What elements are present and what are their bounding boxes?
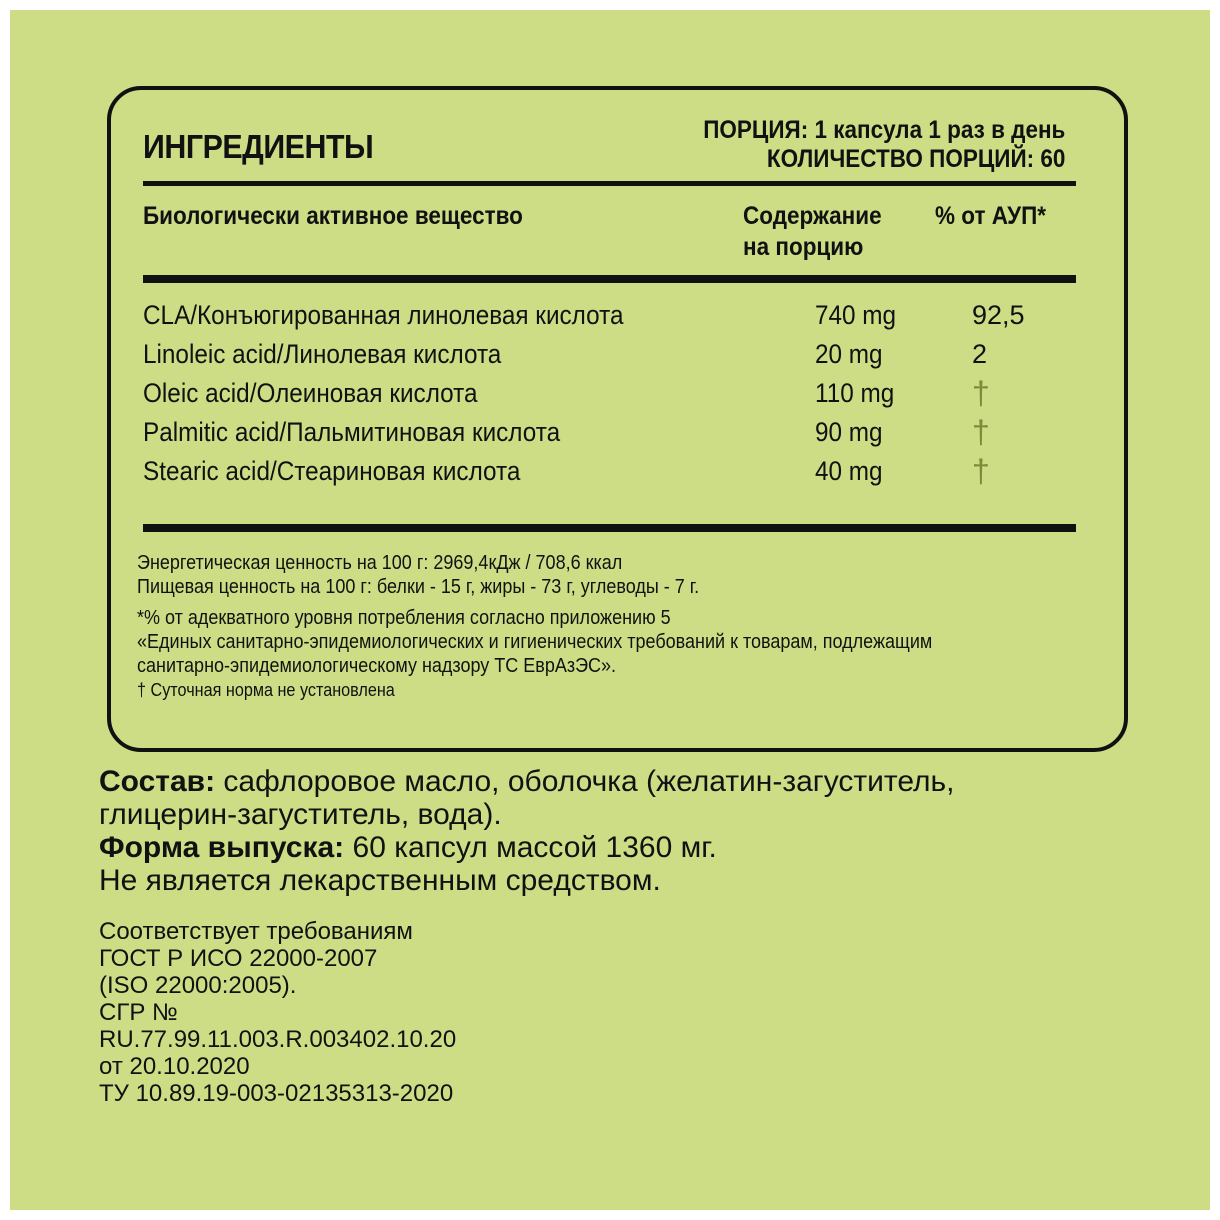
table-row — [10, 339, 1210, 379]
table-divider-bottom — [143, 524, 1076, 532]
ingredient-name: Palmitic acid/Пальмитиновая кислота — [143, 417, 561, 447]
column-header-amount-line2: на порцию — [743, 233, 864, 261]
nutrition-notes — [137, 551, 1097, 702]
column-header-amount-line1: Содержание — [743, 202, 882, 230]
cert-line: ТУ 10.89.19-003-02135313-2020 — [99, 1080, 454, 1107]
ingredient-amount: 40 mg — [815, 456, 883, 486]
ingredient-amount: 20 mg — [815, 339, 883, 369]
composition-block — [99, 765, 1179, 897]
footnote-line: санитарно-эпидемиологическому надзору ТС ЕврАзЭС». — [137, 655, 617, 677]
cert-line: (ISO 22000:2005). — [99, 972, 297, 999]
table-row — [10, 453, 1210, 496]
label-background — [10, 10, 1210, 1210]
composition-line — [99, 765, 1179, 798]
header-divider-top — [143, 181, 1076, 186]
portion-size: ПОРЦИЯ: 1 капсула 1 раз в день — [702, 116, 1065, 144]
composition-label: Состав: — [99, 765, 216, 798]
portion-info — [703, 116, 1065, 174]
release-form-line — [99, 831, 1179, 864]
table-row — [10, 414, 1210, 457]
cert-line: Соответствует требованиям — [99, 918, 413, 945]
table-row — [10, 375, 1210, 418]
certification-block — [99, 918, 456, 1107]
ingredient-amount: 90 mg — [815, 417, 883, 447]
energy-value: Энергетическая ценность на 100 г: 2969,4кДж / 708,6 ккал — [137, 552, 623, 574]
portion-count: КОЛИЧЕСТВО ПОРЦИЙ: 60 — [766, 145, 1065, 173]
cert-line: СГР № — [99, 999, 178, 1026]
nutrition-value: Пищевая ценность на 100 г: белки - 15 г, жиры - 73 г, углеводы - 7 г. — [137, 576, 700, 598]
composition-line: глицерин-загуститель, вода). — [99, 798, 502, 831]
ingredients-title: ИНГРЕДИЕНТЫ — [143, 128, 374, 165]
header-divider-bottom — [143, 275, 1076, 283]
ingredient-percent: 92,5 — [972, 300, 1025, 330]
table-row — [10, 300, 1210, 340]
release-form-label: Форма выпуска: — [99, 831, 345, 864]
dagger-icon: † — [972, 375, 990, 411]
dagger-icon: † — [972, 453, 990, 489]
column-header-percent: % от АУП* — [935, 202, 1047, 230]
column-header-amount — [743, 201, 882, 263]
disclaimer: Не является лекарственным средством. — [99, 864, 661, 897]
dagger-note: † Суточная норма не установлена — [137, 680, 395, 700]
ingredient-name: CLA/Конъюгированная линолевая кислота — [143, 300, 624, 330]
ingredient-percent: 2 — [972, 339, 988, 369]
footnote-line: *% от адекватного уровня потребления согласно приложению 5 — [137, 607, 671, 629]
dagger-icon: † — [972, 414, 990, 450]
cert-line: RU.77.99.11.003.R.003402.10.20 — [99, 1026, 457, 1053]
cert-line: ГОСТ Р ИСО 22000-2007 — [99, 945, 378, 972]
ingredient-name: Oleic acid/Олеиновая кислота — [143, 378, 478, 408]
ingredient-name: Linoleic acid/Линолевая кислота — [143, 339, 502, 369]
column-header-substance: Биологически активное вещество — [143, 202, 523, 230]
ingredient-amount: 110 mg — [815, 378, 895, 408]
ingredient-amount: 740 mg — [815, 300, 897, 330]
release-form-text: 60 капсул массой 1360 мг. — [344, 831, 717, 864]
footnote-line: «Единых санитарно-эпидемиологических и гигиенических требований к товарам, подлежащим — [137, 631, 933, 653]
cert-line: от 20.10.2020 — [99, 1053, 250, 1080]
composition-text: сафлоровое масло, оболочка (желатин-загуститель, — [215, 765, 955, 798]
ingredient-name: Stearic acid/Стеариновая кислота — [143, 456, 521, 486]
